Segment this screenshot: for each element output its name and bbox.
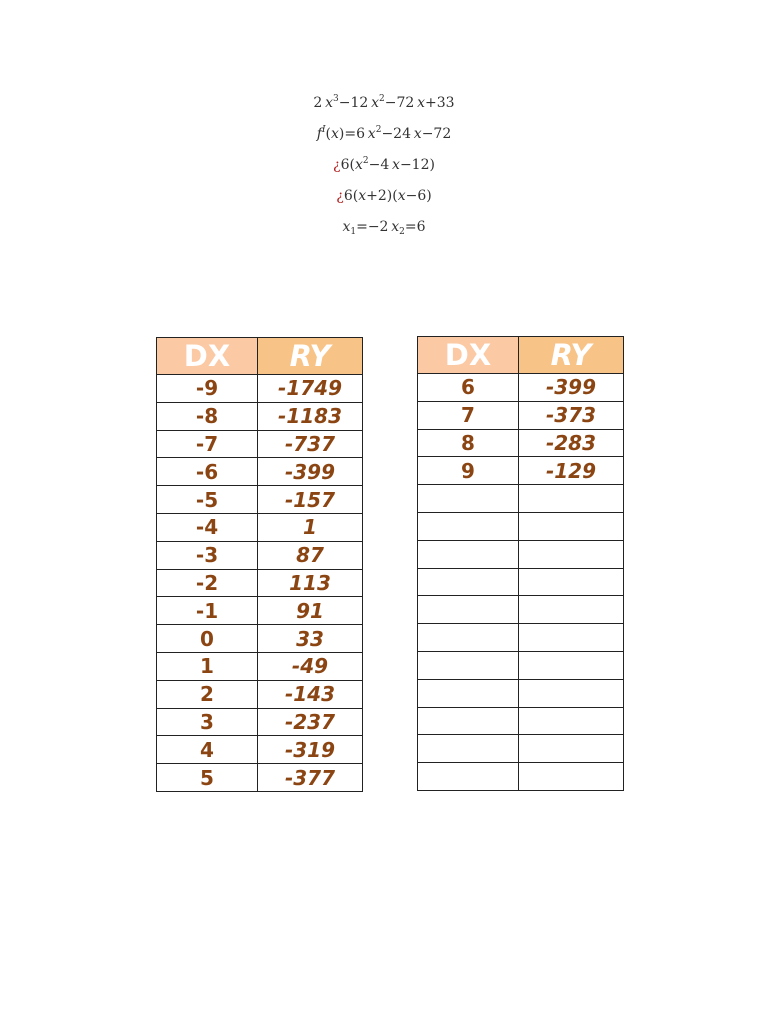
ry-cell bbox=[519, 596, 624, 624]
ry-cell: 33 bbox=[258, 625, 363, 653]
ry-cell bbox=[519, 568, 624, 596]
dx-cell bbox=[418, 512, 519, 540]
table-row bbox=[418, 401, 624, 429]
dx-cell: -7 bbox=[157, 430, 258, 458]
ry-cell bbox=[519, 679, 624, 707]
table-row bbox=[157, 513, 363, 541]
table-row bbox=[157, 597, 363, 625]
table-row bbox=[418, 651, 624, 679]
ry-cell bbox=[519, 540, 624, 568]
dx-cell: 4 bbox=[157, 736, 258, 764]
dx-cell: 2 bbox=[157, 680, 258, 708]
dx-cell: 1 bbox=[157, 652, 258, 680]
ry-cell: -129 bbox=[519, 457, 624, 485]
table-row bbox=[418, 512, 624, 540]
table-row bbox=[418, 429, 624, 457]
table-row bbox=[157, 680, 363, 708]
dx-cell bbox=[418, 624, 519, 652]
ry-cell: -49 bbox=[258, 652, 363, 680]
table-header-row bbox=[418, 337, 624, 374]
dx-cell: 0 bbox=[157, 625, 258, 653]
dx-cell: -6 bbox=[157, 458, 258, 486]
ry-header: RY bbox=[519, 337, 624, 374]
dx-header: DX bbox=[157, 338, 258, 375]
dx-cell bbox=[418, 485, 519, 513]
table-row bbox=[418, 374, 624, 402]
dx-cell bbox=[418, 763, 519, 791]
dx-cell: 3 bbox=[157, 708, 258, 736]
dx-cell: 7 bbox=[418, 401, 519, 429]
ry-cell: 91 bbox=[258, 597, 363, 625]
dx-cell: -3 bbox=[157, 541, 258, 569]
dx-cell bbox=[418, 540, 519, 568]
table-row bbox=[418, 540, 624, 568]
ry-cell bbox=[519, 512, 624, 540]
values-table-left bbox=[156, 337, 363, 792]
dx-cell bbox=[418, 596, 519, 624]
table-row bbox=[157, 569, 363, 597]
table-body bbox=[418, 374, 624, 791]
table-row bbox=[157, 486, 363, 514]
table-row bbox=[418, 707, 624, 735]
formula-polynomial: 2 $x^3-12$ $x^2-72$ x+33 bbox=[313, 94, 455, 111]
ry-cell: -283 bbox=[519, 429, 624, 457]
dx-cell bbox=[418, 679, 519, 707]
table-row bbox=[157, 541, 363, 569]
ry-cell: -373 bbox=[519, 401, 624, 429]
dx-header: DX bbox=[418, 337, 519, 374]
ry-cell: 1 bbox=[258, 513, 363, 541]
ry-cell: -143 bbox=[258, 680, 363, 708]
table-row bbox=[418, 763, 624, 791]
table-body bbox=[157, 375, 363, 792]
dx-cell: -8 bbox=[157, 402, 258, 430]
table-header-row bbox=[157, 338, 363, 375]
dx-cell bbox=[418, 568, 519, 596]
formula-block bbox=[0, 88, 768, 243]
formula-factor-common: ¿$6(x^2-4$ x−12) bbox=[333, 156, 435, 173]
table-row bbox=[418, 457, 624, 485]
dx-cell: 9 bbox=[418, 457, 519, 485]
ry-cell: -157 bbox=[258, 486, 363, 514]
table-row bbox=[418, 679, 624, 707]
dx-cell: -1 bbox=[157, 597, 258, 625]
formula-derivative: $f^I(x)=6$ $x^2-24$ x−72 bbox=[316, 125, 452, 142]
ry-cell bbox=[519, 763, 624, 791]
table-row bbox=[157, 458, 363, 486]
ry-cell: 87 bbox=[258, 541, 363, 569]
dx-cell: -4 bbox=[157, 513, 258, 541]
ry-cell bbox=[519, 651, 624, 679]
dx-cell: 8 bbox=[418, 429, 519, 457]
table-row bbox=[418, 485, 624, 513]
ry-cell: -1749 bbox=[258, 375, 363, 403]
table-row bbox=[157, 430, 363, 458]
table-row bbox=[157, 764, 363, 792]
ry-cell: -377 bbox=[258, 764, 363, 792]
ry-cell bbox=[519, 485, 624, 513]
ry-cell bbox=[519, 735, 624, 763]
dx-cell bbox=[418, 735, 519, 763]
table-row bbox=[157, 708, 363, 736]
dx-cell: -9 bbox=[157, 375, 258, 403]
table-row bbox=[157, 625, 363, 653]
ry-cell bbox=[519, 707, 624, 735]
table-row bbox=[418, 596, 624, 624]
ry-cell: 113 bbox=[258, 569, 363, 597]
ry-cell: -319 bbox=[258, 736, 363, 764]
dx-cell: -5 bbox=[157, 486, 258, 514]
formula-factored: ¿6(x+2)(x−6) bbox=[336, 188, 432, 204]
dx-cell: -2 bbox=[157, 569, 258, 597]
values-table-right bbox=[417, 336, 624, 791]
table-row bbox=[157, 402, 363, 430]
dx-cell bbox=[418, 707, 519, 735]
formula-roots: $x_1=-2$ $x_2=6$ bbox=[342, 219, 426, 237]
ry-header: RY bbox=[258, 338, 363, 375]
ry-cell: -737 bbox=[258, 430, 363, 458]
table-row bbox=[157, 736, 363, 764]
table-row bbox=[418, 624, 624, 652]
table-row bbox=[418, 735, 624, 763]
table-row bbox=[418, 568, 624, 596]
dx-cell bbox=[418, 651, 519, 679]
ry-cell bbox=[519, 624, 624, 652]
dx-cell: 5 bbox=[157, 764, 258, 792]
ry-cell: -237 bbox=[258, 708, 363, 736]
dx-cell: 6 bbox=[418, 374, 519, 402]
table-row bbox=[157, 375, 363, 403]
table-row bbox=[157, 652, 363, 680]
ry-cell: -399 bbox=[258, 458, 363, 486]
ry-cell: -1183 bbox=[258, 402, 363, 430]
ry-cell: -399 bbox=[519, 374, 624, 402]
